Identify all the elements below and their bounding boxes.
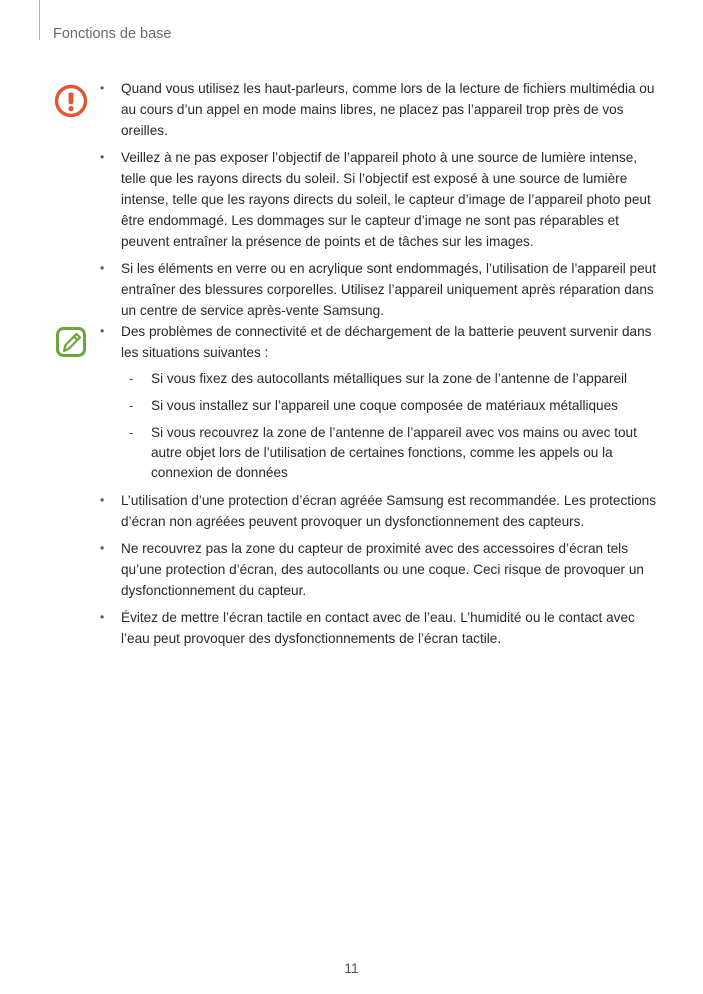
warning-list xyxy=(100,78,660,327)
bullet-dot: • xyxy=(100,150,105,164)
sub-list-item: - Si vous installez sur l’appareil une coque composée de matériaux métalliques xyxy=(121,396,660,416)
bullet-dot: • xyxy=(100,493,105,507)
list-item xyxy=(100,147,660,252)
exclamation-warning-icon xyxy=(54,84,88,118)
note-text: Ne recouvrez pas la zone du capteur de proximité avec des accessoires d’écran tels qu’une protection d’écran, des autocollants ou une coque. Ceci risque de provoquer un dysfonctionnement du capteur. xyxy=(121,541,644,598)
note-intro: Des problèmes de connectivité et de déchargement de la batterie peuvent survenir dans les situations suivantes : xyxy=(121,324,652,360)
sub-dash: - xyxy=(129,425,134,440)
bullet-dot: • xyxy=(100,610,105,624)
list-item xyxy=(100,607,660,649)
sub-list-item: - Si vous fixez des autocollants métalliques sur la zone de l’antenne de l’appareil xyxy=(121,369,660,389)
page-number: 11 xyxy=(344,960,359,976)
sub-dash: - xyxy=(129,371,134,386)
list-item xyxy=(100,258,660,321)
list-item xyxy=(100,321,660,483)
list-item xyxy=(100,490,660,532)
note-text: Évitez de mettre l’écran tactile en contact avec de l’eau. L’humidité ou le contact avec l’eau peut provoquer des dysfonctionnements de l’écran tactile. xyxy=(121,610,635,646)
bullet-dot: • xyxy=(100,81,105,95)
note-pencil-icon xyxy=(54,325,88,359)
section-title: Fonctions de base xyxy=(53,26,172,42)
bullet-dot: • xyxy=(100,324,105,338)
bullet-dot: • xyxy=(100,261,105,275)
list-item xyxy=(100,78,660,141)
sub-dash: - xyxy=(129,398,134,413)
note-text: L’utilisation d’une protection d’écran agréée Samsung est recommandée. Les protections d’écran non agréées peuvent provoquer un dysfonctionnement des capteurs. xyxy=(121,493,657,529)
note-sublist xyxy=(121,369,660,483)
note-list xyxy=(100,321,660,655)
sub-list-item: - Si vous recouvrez la zone de l’antenne de l’appareil avec vos mains ou avec tout autre objet lors de l’utilisation de certaines fonctions, comme les appels ou la connexion de données xyxy=(129,425,637,480)
warning-text: Quand vous utilisez les haut-parleurs, comme lors de la lecture de fichiers multimédia ou au cours d’un appel en mode mains libres, ne placez pas l’appareil trop près de vos oreilles. xyxy=(121,81,655,138)
warning-text: Si les éléments en verre ou en acrylique sont endommagés, l’utilisation de l’appareil peut entraîner des blessures corporelles. Utilisez l’appareil uniquement après réparation dans un centre de service après-vente Samsung. xyxy=(121,261,656,318)
warning-text: Veillez à ne pas exposer l’objectif de l’appareil photo à une source de lumière intense, telle que les rayons directs du soleil. Si l’objectif est exposé à une source de lumière intense, telle que les rayons directs du soleil, le capteur d’image de l’appareil photo peut être endommagé. Les dommages sur le capteur d’image ne sont pas réparables et peuvent entraîner la présence de points et de tâches sur les images. xyxy=(121,150,651,249)
bullet-dot: • xyxy=(100,541,105,555)
header-divider xyxy=(39,0,40,40)
list-item xyxy=(100,538,660,601)
